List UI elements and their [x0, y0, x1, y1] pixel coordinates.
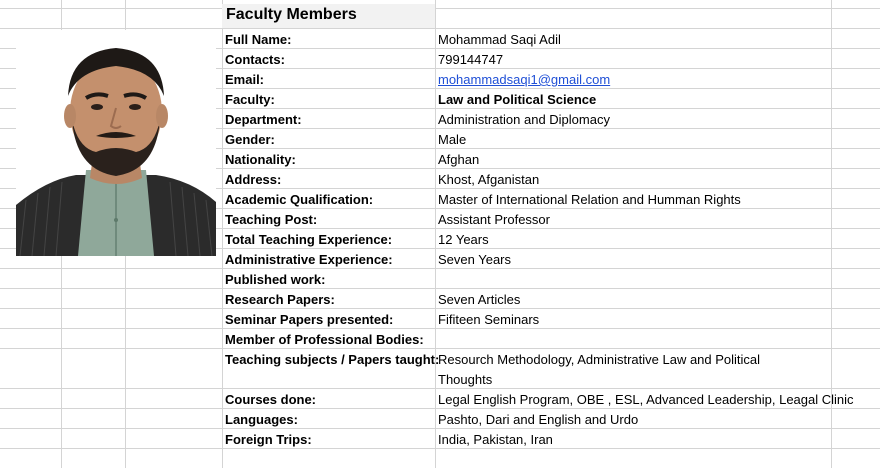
field-value[interactable]: Legal English Program, OBE , ESL, Advanced Leadership, Leagal Clinic: [438, 392, 854, 407]
email-link[interactable]: mohammadsaqi1@gmail.com: [438, 72, 611, 87]
field-value[interactable]: 12 Years: [438, 232, 489, 247]
field-label[interactable]: Department:: [225, 112, 302, 127]
grid-line: [0, 8, 880, 9]
field-value[interactable]: Mohammad Saqi Adil: [438, 32, 561, 47]
field-label[interactable]: Courses done:: [225, 392, 317, 407]
field-value[interactable]: 799144747: [438, 52, 504, 67]
field-label[interactable]: Administrative Experience:: [225, 252, 393, 267]
field-label[interactable]: Faculty:: [225, 92, 275, 107]
field-label[interactable]: Teaching Post:: [225, 212, 318, 227]
grid-line: [222, 0, 223, 468]
field-value[interactable]: Seven Articles: [438, 292, 521, 307]
field-value[interactable]: Pashto, Dari and English and Urdo: [438, 412, 639, 427]
field-label[interactable]: Address:: [225, 172, 282, 187]
field-value[interactable]: Master of International Relation and Humman Rights: [438, 192, 741, 207]
grid-line: [0, 288, 880, 289]
portrait-image: [16, 30, 216, 256]
faculty-photo: [16, 30, 216, 256]
field-label[interactable]: Research Papers:: [225, 292, 335, 307]
grid-line: [0, 28, 880, 29]
field-label[interactable]: Academic Qualification:: [225, 192, 374, 207]
field-label[interactable]: Seminar Papers presented:: [225, 312, 394, 327]
field-label[interactable]: Member of Professional Bodies:: [225, 332, 424, 347]
field-value[interactable]: Administration and Diplomacy: [438, 112, 610, 127]
field-label[interactable]: Full Name:: [225, 32, 292, 47]
field-label[interactable]: Published work:: [225, 272, 326, 287]
field-value[interactable]: Seven Years: [438, 252, 512, 267]
field-value[interactable]: Law and Political Science: [438, 92, 597, 107]
field-label[interactable]: Nationality:: [225, 152, 296, 167]
grid-line: [435, 0, 436, 468]
field-label[interactable]: Languages:: [225, 412, 298, 427]
field-value[interactable]: Khost, Afganistan: [438, 172, 540, 187]
field-label[interactable]: Contacts:: [225, 52, 285, 67]
field-value[interactable]: Resourch Methodology, Administrative Law and Political: [438, 352, 761, 367]
field-value-continued[interactable]: Thoughts: [438, 372, 493, 387]
field-label[interactable]: Foreign Trips:: [225, 432, 312, 447]
field-label[interactable]: Teaching subjects / Papers taught:: [225, 352, 440, 367]
field-value[interactable]: Fifiteen Seminars: [438, 312, 540, 327]
page-title: Faculty Members: [226, 6, 357, 23]
field-label[interactable]: Gender:: [225, 132, 275, 147]
field-value[interactable]: India, Pakistan, Iran: [438, 432, 553, 447]
field-value[interactable]: Assistant Professor: [438, 212, 550, 227]
field-value[interactable]: Male: [438, 132, 467, 147]
field-value[interactable]: Afghan: [438, 152, 480, 167]
field-label[interactable]: Total Teaching Experience:: [225, 232, 393, 247]
field-label[interactable]: Email:: [225, 72, 265, 87]
